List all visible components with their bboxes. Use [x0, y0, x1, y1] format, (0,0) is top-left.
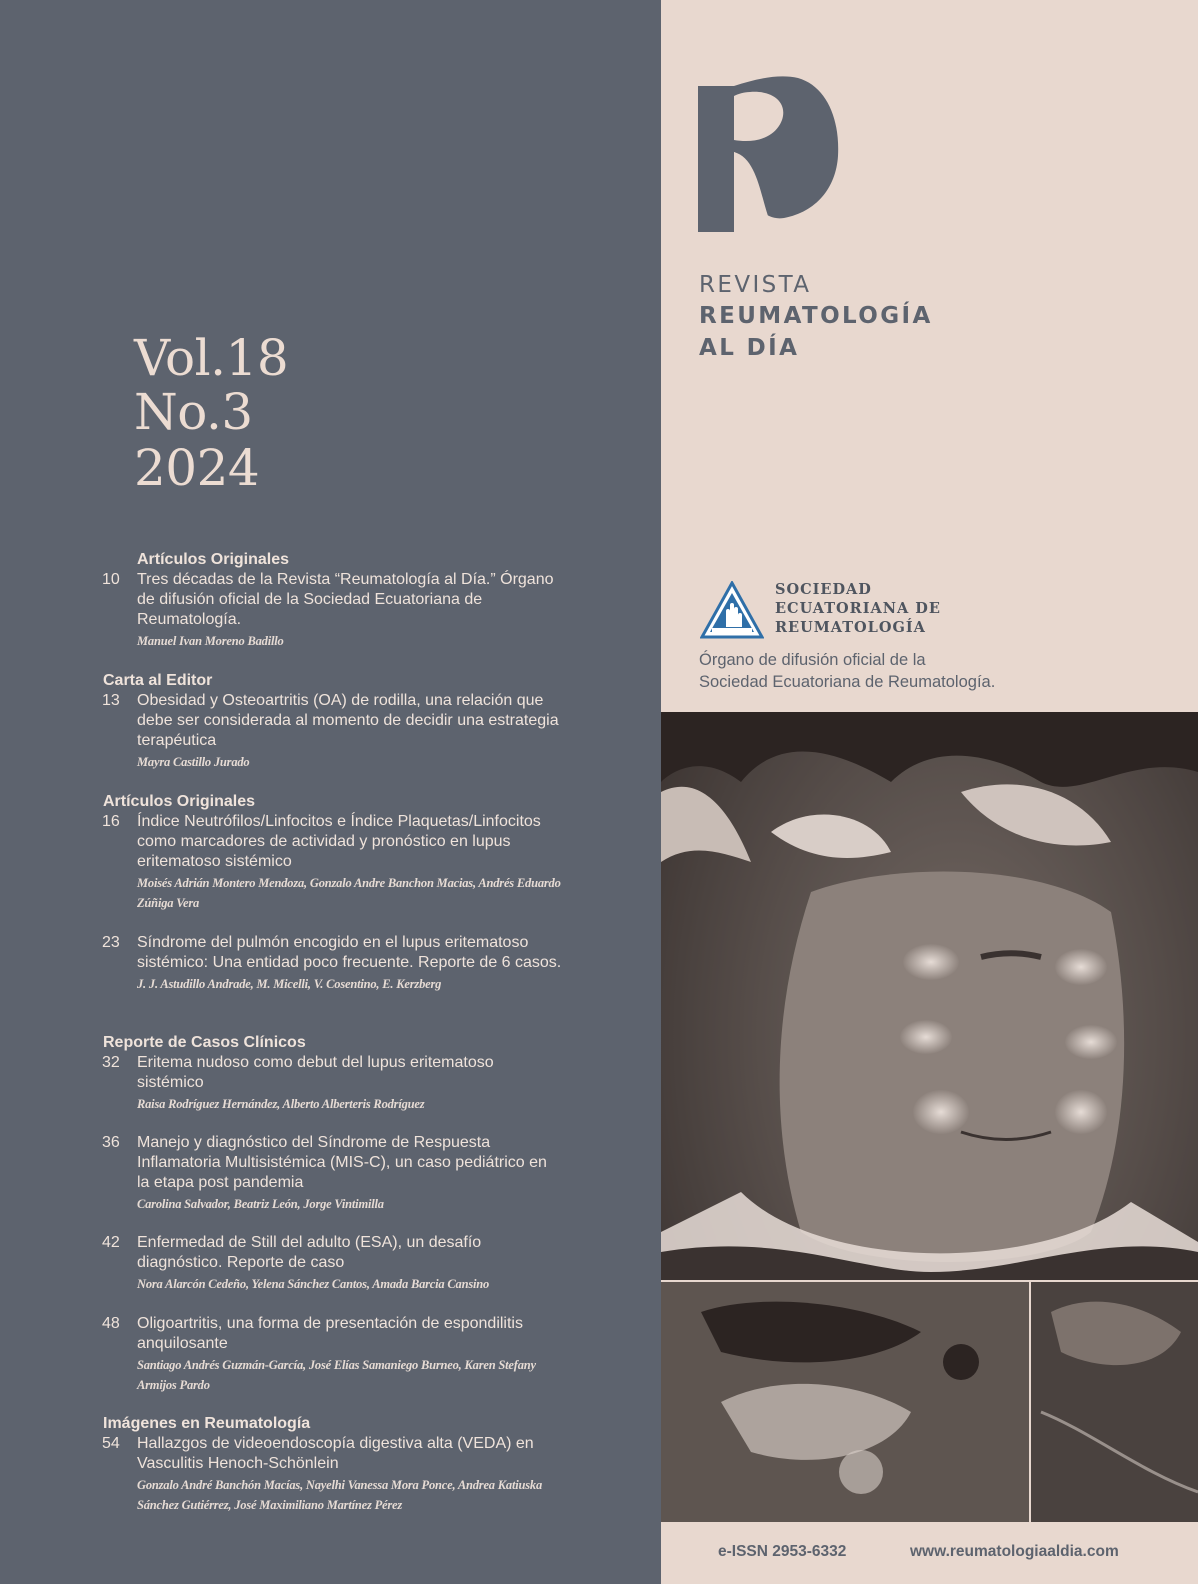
issn-label: e-ISSN 2953-6332 — [718, 1543, 847, 1560]
toc-entry[interactable] — [102, 1053, 562, 1114]
toc-entry[interactable] — [102, 933, 562, 994]
article-title: Oligoartritis, una forma de presentación de espondilitis anquilosante — [137, 1315, 523, 1352]
volume-label: Vol.18 — [134, 329, 289, 387]
society-name-1: SOCIEDAD — [775, 581, 872, 598]
organo-text-1: Órgano de difusión oficial de la — [699, 651, 926, 669]
toc-entry[interactable] — [102, 812, 562, 913]
page-number: 36 — [102, 1134, 120, 1151]
article-authors: Manuel Ivan Moreno Badillo — [137, 634, 284, 648]
website-link[interactable]: www.reumatologiaaldia.com — [910, 1543, 1119, 1560]
article-authors: Gonzalo André Banchón Macías, Nayelhi Vanessa Mora Ponce, Andrea Katiuska Sánchez Gutiérrez, José Maximiliano Martínez Pérez — [137, 1478, 543, 1512]
article-authors: Santiago Andrés Guzmán-García, José Elías Samaniego Burneo, Karen Stefany Armijos Pardo — [137, 1358, 536, 1392]
toc-entry[interactable] — [102, 1434, 562, 1515]
page-number: 32 — [102, 1054, 120, 1071]
toc-entry[interactable] — [102, 1233, 562, 1294]
article-title: Síndrome del pulmón encogido en el lupus eritematoso sistémico: Una entidad poco frecuente. Reporte de 6 casos. — [137, 934, 562, 971]
article-title: Manejo y diagnóstico del Síndrome de Respuesta Inflamatoria Multisistémica (MIS-C), un caso pediátrico en la etapa post pandemia — [137, 1134, 547, 1191]
toc-entry[interactable] — [102, 1133, 562, 1214]
year-label: 2024 — [134, 439, 260, 497]
toc-entry[interactable] — [102, 570, 562, 651]
toc-entry[interactable] — [102, 1314, 562, 1395]
article-authors: Moisés Adrián Montero Mendoza, Gonzalo Andre Banchon Macias, Andrés Eduardo Zúñiga Vera — [137, 876, 561, 910]
section-heading: Reporte de Casos Clínicos — [103, 1034, 306, 1051]
article-authors: Mayra Castillo Jurado — [137, 755, 250, 769]
article-authors: Carolina Salvador, Beatriz León, Jorge Vintimilla — [137, 1197, 384, 1211]
page-number: 23 — [102, 934, 120, 951]
section-heading: Artículos Originales — [103, 793, 256, 810]
brand-reumatologia: REUMATOLOGÍA — [699, 303, 933, 329]
article-title: Obesidad y Osteoartritis (OA) de rodilla, una relación que debe ser considerada al momento de decidir una estrategia terapéutica — [137, 692, 559, 749]
mri-cover-image — [661, 712, 1198, 1522]
page-number: 10 — [102, 571, 120, 588]
article-authors: Nora Alarcón Cedeño, Yelena Sánchez Cantos, Amada Barcia Cansino — [137, 1277, 490, 1291]
page-number: 48 — [102, 1315, 120, 1332]
article-title: Tres décadas de la Revista “Reumatología al Día.” Órgano de difusión oficial de la Sociedad Ecuatoriana de Reumatología. — [137, 571, 554, 628]
article-authors: J. J. Astudillo Andrade, M. Micelli, V. Cosentino, E. Kerzberg — [137, 977, 442, 991]
section-heading: Carta al Editor — [103, 672, 213, 689]
organo-text-2: Sociedad Ecuatoriana de Reumatología. — [699, 673, 996, 691]
society-name-2: ECUATORIANA DE — [775, 600, 941, 617]
number-label: No.3 — [134, 383, 253, 441]
society-name-3: REUMATOLOGÍA — [775, 619, 926, 636]
article-authors: Raisa Rodríguez Hernández, Alberto Alberteris Rodríguez — [137, 1097, 425, 1111]
page-number: 16 — [102, 813, 120, 830]
article-title: Enfermedad de Still del adulto (ESA), un desafío diagnóstico. Reporte de caso — [137, 1234, 482, 1271]
article-title: Eritema nudoso como debut del lupus eritematoso sistémico — [137, 1054, 494, 1091]
hand-triangle-icon — [700, 581, 764, 639]
page-number: 54 — [102, 1435, 120, 1452]
section-heading: Imágenes en Reumatología — [103, 1415, 311, 1432]
article-title: Hallazgos de videoendoscopía digestiva alta (VEDA) en Vasculitis Henoch-Schönlein — [137, 1435, 534, 1472]
brand-revista: REVISTA — [699, 272, 812, 298]
section-heading: Artículos Originales — [137, 551, 290, 568]
r-monogram-icon — [698, 74, 840, 232]
page-number: 42 — [102, 1234, 120, 1251]
toc-entry[interactable] — [102, 691, 562, 772]
brand-al-dia: AL DÍA — [699, 335, 800, 361]
page-number: 13 — [102, 692, 120, 709]
article-title: Índice Neutrófilos/Linfocitos e Índice Plaquetas/Linfocitos como marcadores de actividad y pronóstico en lupus eritematoso sistémico — [137, 813, 541, 870]
